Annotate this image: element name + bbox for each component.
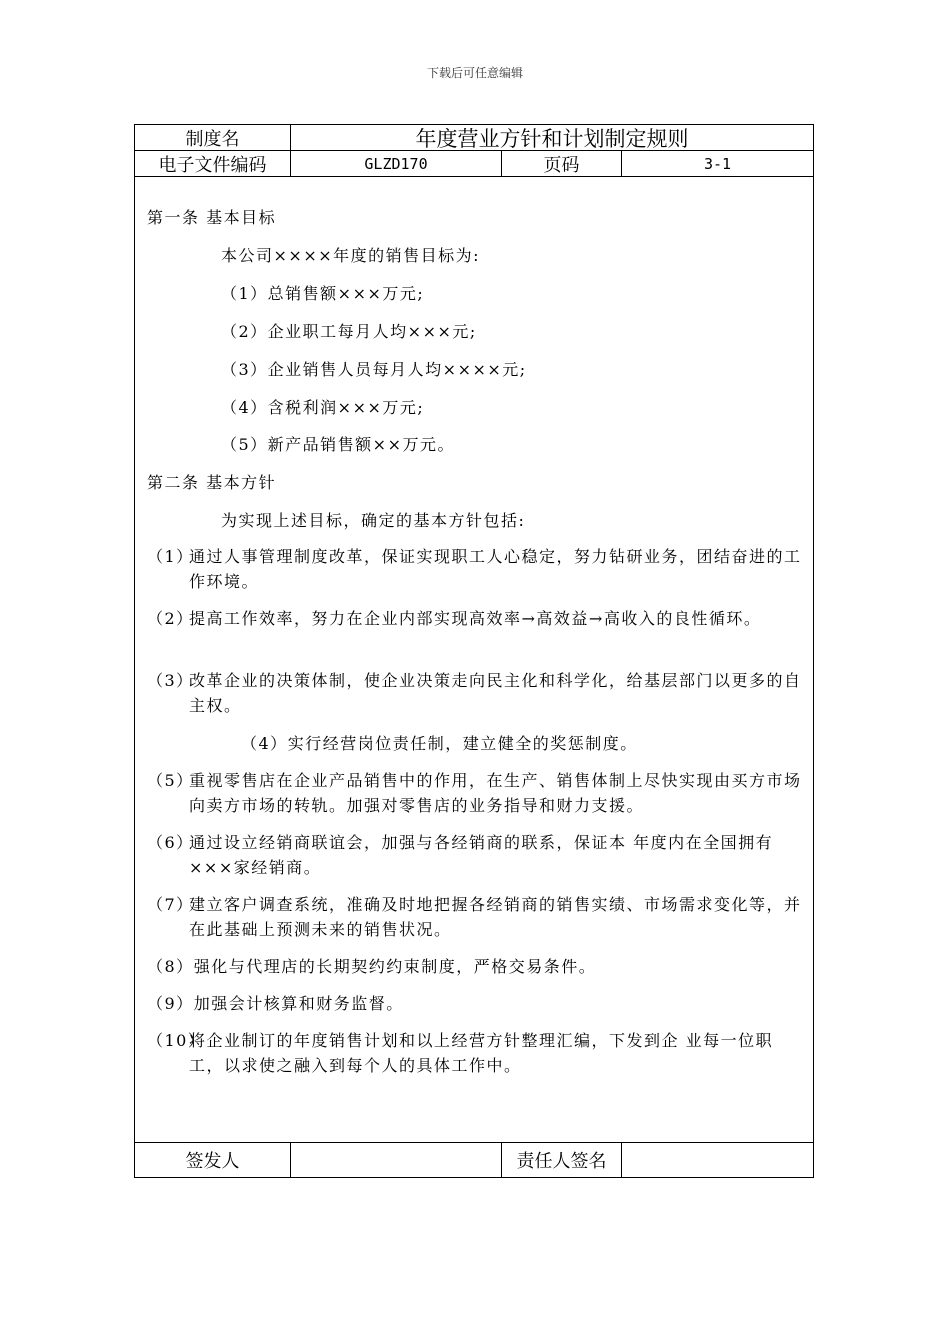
- policy-item: [147, 1028, 803, 1078]
- policy-number: （10）: [147, 1031, 206, 1050]
- page-value: 3-1: [621, 151, 813, 176]
- policy-text: 提高工作效率，努力在企业内部实现高效率→高效益→高收入的良性循环。: [189, 609, 762, 628]
- policy-item: [147, 768, 803, 818]
- policy-number: （8）: [147, 957, 194, 976]
- responsible-label: 责任人签名: [501, 1143, 621, 1177]
- policy-item: [147, 892, 803, 942]
- policy-number: （4）: [241, 734, 288, 753]
- policy-text: 改革企业的决策体制，使企业决策走向民主化和科学化，给基层部门以更多的自主权。: [189, 671, 802, 715]
- page-header-note: 下载后可任意编辑: [426, 66, 523, 80]
- policy-item: [147, 954, 596, 979]
- page-label: 页码: [501, 151, 621, 176]
- code-value: GLZD170: [290, 151, 501, 176]
- article-1-title: 第一条 基本目标: [147, 208, 277, 227]
- policy-item: [147, 830, 803, 880]
- policy-number: （5）: [147, 771, 194, 790]
- article-2-intro: 为实现上述目标，确定的基本方针包括:: [221, 511, 526, 530]
- title-row: [135, 125, 813, 151]
- policy-number: （2）: [147, 609, 194, 628]
- policy-item: [147, 606, 803, 631]
- regulation-body: [135, 178, 813, 1142]
- article-2-title: 第二条 基本方针: [147, 473, 277, 492]
- policy-item: [147, 668, 803, 718]
- policy-item: [147, 544, 803, 594]
- target-item: （1）总销售额×××万元;: [221, 284, 425, 303]
- signer-field[interactable]: [290, 1143, 501, 1177]
- article-1-intro: 本公司××××年度的销售目标为:: [221, 246, 481, 265]
- policy-item: [241, 731, 638, 756]
- policy-item: [147, 991, 404, 1016]
- name-label: 制度名: [185, 128, 240, 150]
- policy-number: （1）: [147, 547, 194, 566]
- policy-text: 将企业制订的年度销售计划和以上经营方针整理汇编，下发到企 业每一位职工，以求使之融入到每个人的具体工作中。: [189, 1031, 774, 1075]
- policy-text: 重视零售店在企业产品销售中的作用，在生产、销售体制上尽快实现由买方市场向卖方市场的转轨。加强对零售店的业务指导和财力支援。: [189, 771, 802, 815]
- signature-row: [135, 1142, 813, 1177]
- target-item: （4）含税利润×××万元;: [221, 398, 425, 417]
- code-row: [135, 151, 813, 177]
- policy-text: 通过人事管理制度改革，保证实现职工人心稳定，努力钻研业务，团结奋进的工作环境。: [189, 547, 802, 591]
- regulation-title: 年度营业方针和计划制定规则: [290, 125, 813, 150]
- target-item: （2）企业职工每月人均×××元;: [221, 322, 477, 341]
- policy-number: （6）: [147, 833, 194, 852]
- policy-text: 实行经营岗位责任制，建立健全的奖惩制度。: [287, 734, 638, 753]
- code-label: 电子文件编码: [158, 154, 267, 176]
- responsible-signature-field[interactable]: [621, 1143, 813, 1177]
- regulation-form: [134, 124, 814, 1178]
- target-item: （5）新产品销售额××万元。: [221, 435, 455, 454]
- target-item: （3）企业销售人员每月人均××××元;: [221, 360, 527, 379]
- policy-text: 加强会计核算和财务监督。: [193, 994, 404, 1013]
- policy-number: （3）: [147, 671, 194, 690]
- signer-label: 签发人: [185, 1151, 240, 1172]
- policy-number: （7）: [147, 895, 194, 914]
- policy-text: 强化与代理店的长期契约约束制度，严格交易条件。: [193, 957, 597, 976]
- policy-text: 通过设立经销商联谊会，加强与各经销商的联系，保证本 年度内在全国拥有×××家经销商。: [189, 833, 774, 877]
- policy-text: 建立客户调查系统，准确及时地把握各经销商的销售实绩、市场需求变化等，并在此基础上预测未来的销售状况。: [189, 895, 802, 939]
- policy-number: （9）: [147, 994, 194, 1013]
